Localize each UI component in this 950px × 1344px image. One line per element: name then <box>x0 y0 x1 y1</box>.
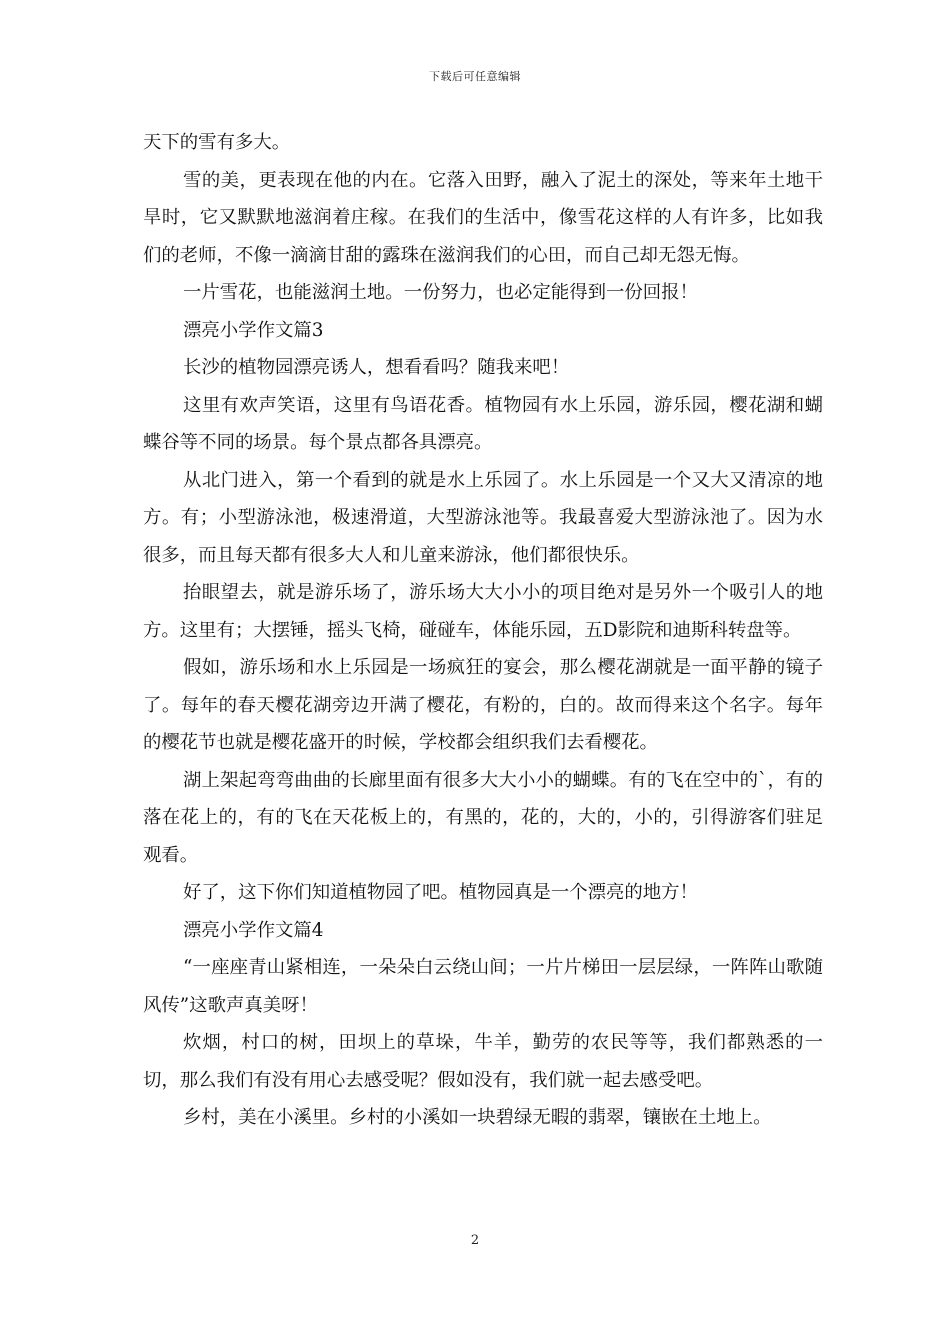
document-body <box>143 124 823 1137</box>
page-header: 下载后可任意编辑 <box>429 70 521 83</box>
paragraph: 乡村，美在小溪里。乡村的小溪如一块碧绿无暇的翡翠，镶嵌在土地上。 <box>183 1107 772 1128</box>
paragraph: 抬眼望去，就是游乐场了，游乐场大大小小的项目绝对是另外一个吸引人的地方。这里有；大摆锤，摇头飞椅，碰碰车，体能乐园，五D影院和迪斯科转盘等。 <box>143 582 823 641</box>
paragraph: 这里有欢声笑语，这里有鸟语花香。植物园有水上乐园，游乐园，樱花湖和蝴蝶谷等不同的场景。每个景点都各具漂亮。 <box>143 394 823 453</box>
paragraph: 假如，游乐场和水上乐园是一场疯狂的宴会，那么樱花湖就是一面平静的镜子了。每年的春天樱花湖旁边开满了樱花，有粉的，白的。故而得来这个名字。每年的樱花节也就是樱花盛开的时候，学校都会组织我们去看樱花。 <box>143 657 823 753</box>
paragraph: 长沙的植物园漂亮诱人，想看看吗？随我来吧！ <box>183 357 570 378</box>
paragraph: 炊烟，村口的树，田坝上的草垛，牛羊，勤劳的农民等等，我们都熟悉的一切，那么我们有没有用心去感受呢？假如没有，我们就一起去感受吧。 <box>143 1032 823 1091</box>
paragraph: 好了，这下你们知道植物园了吧。植物园真是一个漂亮的地方！ <box>183 882 698 903</box>
page-number: 2 <box>470 1233 480 1248</box>
paragraph: “一座座青山紧相连，一朵朵白云绕山间；一片片梯田一层层绿，一阵阵山歌随风传”这歌声真美呀！ <box>143 957 823 1016</box>
paragraph: 从北门进入，第一个看到的就是水上乐园了。水上乐园是一个又大又清凉的地方。有；小型游泳池，极速滑道，大型游泳池等。我最喜爱大型游泳池了。因为水很多，而且每天都有很多大人和儿童来游泳，他们都很快乐。 <box>143 469 823 566</box>
section-heading: 漂亮小学作文篇4 <box>183 919 324 941</box>
paragraph: 雪的美，更表现在他的内在。它落入田野，融入了泥土的深处，等来年土地干旱时，它又默默地滋润着庄稼。在我们的生活中，像雪花这样的人有许多，比如我们的老师，不像一滴滴甘甜的露珠在滋润我们的心田，而自己却无怨无悔。 <box>143 169 823 266</box>
paragraph: 湖上架起弯弯曲曲的长廊里面有很多大大小小的蝴蝶。有的飞在空中的`，有的落在花上的，有的飞在天花板上的，有黑的，花的，大的，小的，引得游客们驻足观看。 <box>143 769 823 866</box>
section-heading: 漂亮小学作文篇3 <box>183 319 324 341</box>
paragraph: 一片雪花，也能滋润土地。一份努力，也必定能得到一份回报！ <box>183 282 698 303</box>
paragraph: 天下的雪有多大。 <box>143 132 291 153</box>
